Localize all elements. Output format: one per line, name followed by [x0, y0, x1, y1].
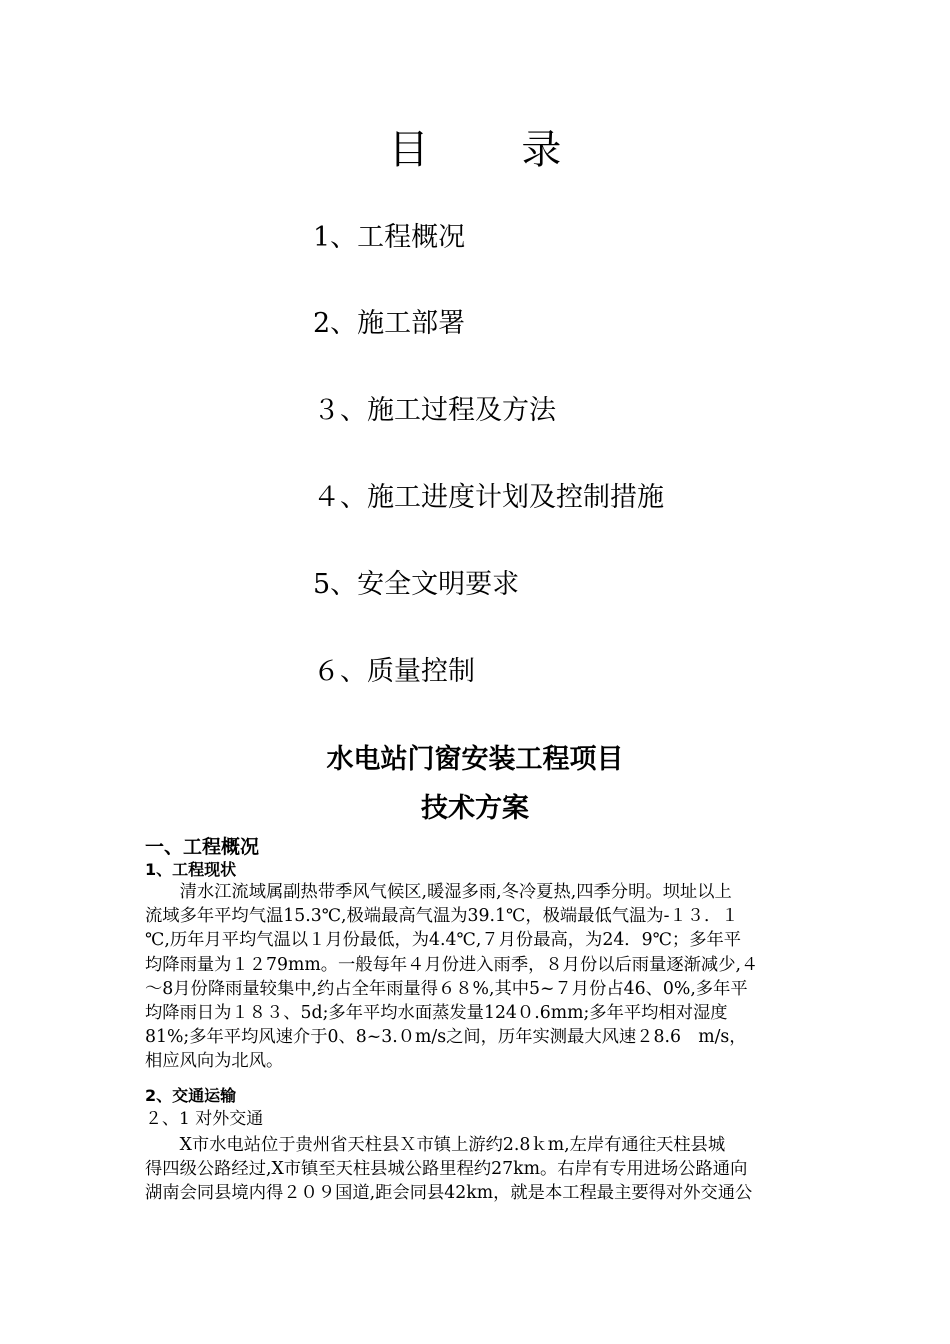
paragraph-line: X市水电站位于贵州省天柱县Ｘ市镇上游约2.8ｋm,左岸有通往天柱县城 [145, 1135, 726, 1155]
document-title: 水电站门窗安装工程项目 [326, 744, 624, 775]
subsection-heading: 1、工程现状 [145, 860, 237, 879]
toc-item: 2、施工部署 [313, 308, 466, 339]
paragraph-line: ～8月份降雨量较集中,约占全年雨量得６８%,其中5~７月份占46、0%,多年平 [145, 978, 748, 999]
paragraph-line: 得四级公路经过,X市镇至天柱县城公路里程约27km。右岸有专用进场公路通向 [145, 1159, 748, 1180]
paragraph-line: 清水江流域属副热带季风气候区,暖湿多雨,冬冷夏热,四季分明。坝址以上 [145, 882, 732, 902]
toc-title: 目 录 [388, 127, 602, 173]
paragraph-transport [145, 1133, 805, 1206]
toc-item: ６、质量控制 [313, 656, 475, 687]
paragraph-line: 流域多年平均气温15.3℃,极端最高气温为39.1℃，极端最低气温为-１３．１ [145, 906, 739, 927]
document-subtitle: 技术方案 [421, 793, 529, 824]
paragraph-line: ℃,历年月平均气温以１月份最低，为4.4℃,７月份最高，为24．9℃；多年平 [145, 930, 742, 951]
toc-item: 1、工程概况 [313, 222, 466, 253]
paragraph-line: 81%;多年平均风速介于0、8~3.０m/s之间，历年实测最大风速２8.6 m/s， [145, 1027, 747, 1048]
paragraph-climate [145, 880, 805, 1074]
paragraph-line: 湖南会同县境内得２０９国道,距会同县42km，就是本工程最主要得对外交通公 [145, 1183, 753, 1204]
toc-item: ４、施工进度计划及控制措施 [313, 482, 664, 513]
paragraph-line: 相应风向为北风。 [145, 1051, 284, 1072]
toc-item: ３、施工过程及方法 [313, 395, 556, 426]
section-heading: 一、工程概况 [145, 836, 260, 858]
sub-subsection-heading: ２、1 对外交通 [145, 1109, 264, 1129]
subsection-heading: 2、交通运输 [145, 1086, 237, 1105]
toc-item: 5、安全文明要求 [313, 569, 520, 600]
paragraph-line: 均降雨量为１２79mm。一般每年４月份进入雨季，８月份以后雨量逐渐减少,４ [145, 954, 759, 975]
paragraph-line: 均降雨日为１８３、5d;多年平均水面蒸发量124０.6mm;多年平均相对湿度 [145, 1003, 728, 1024]
